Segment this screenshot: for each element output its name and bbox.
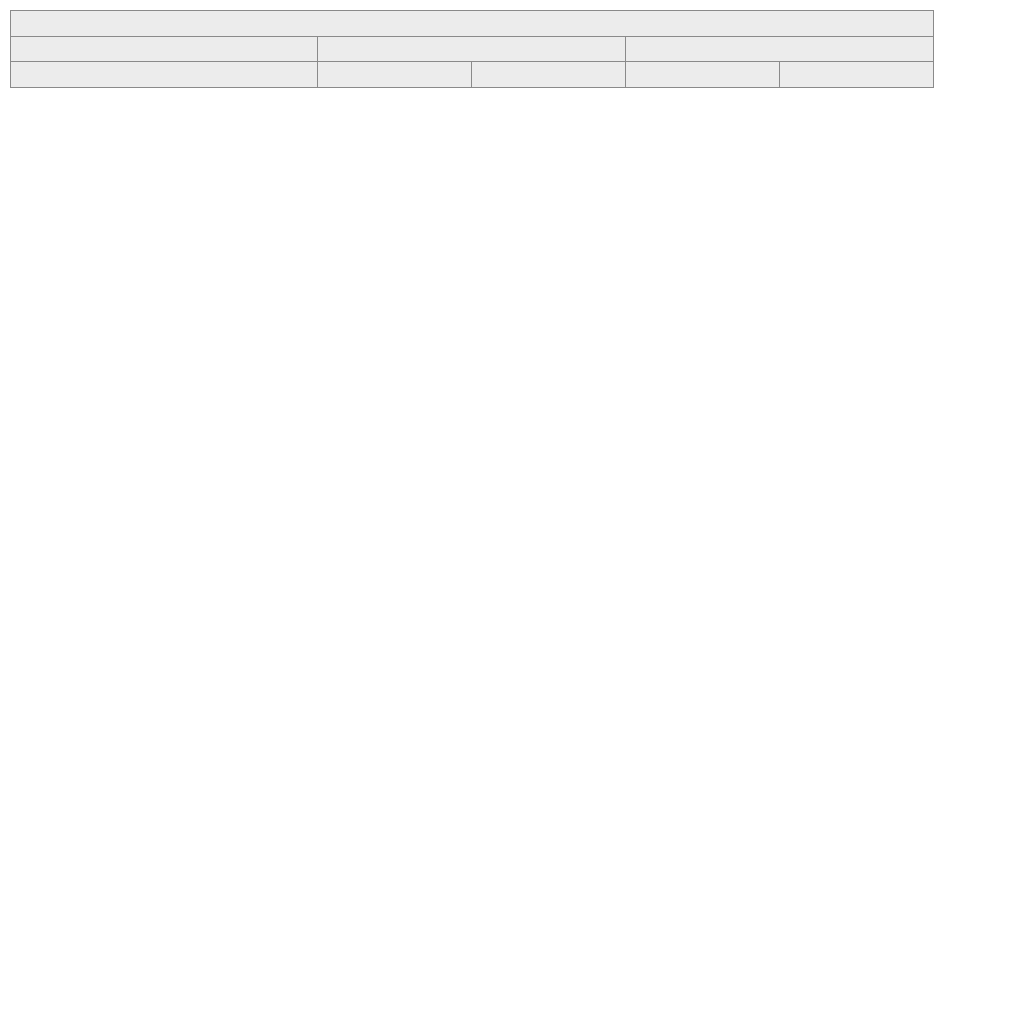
mode-header — [780, 62, 934, 88]
table-title — [11, 11, 934, 37]
stats-table — [10, 10, 934, 87]
group-header-average — [318, 36, 626, 62]
mode-header — [472, 62, 626, 88]
colorbar — [940, 20, 1020, 360]
mode-header — [626, 62, 780, 88]
group-header-std-dev — [626, 36, 934, 62]
mode-header — [318, 62, 472, 88]
date-range — [11, 36, 318, 62]
site-info-header — [11, 62, 318, 88]
colorbar-gradient — [952, 28, 964, 343]
